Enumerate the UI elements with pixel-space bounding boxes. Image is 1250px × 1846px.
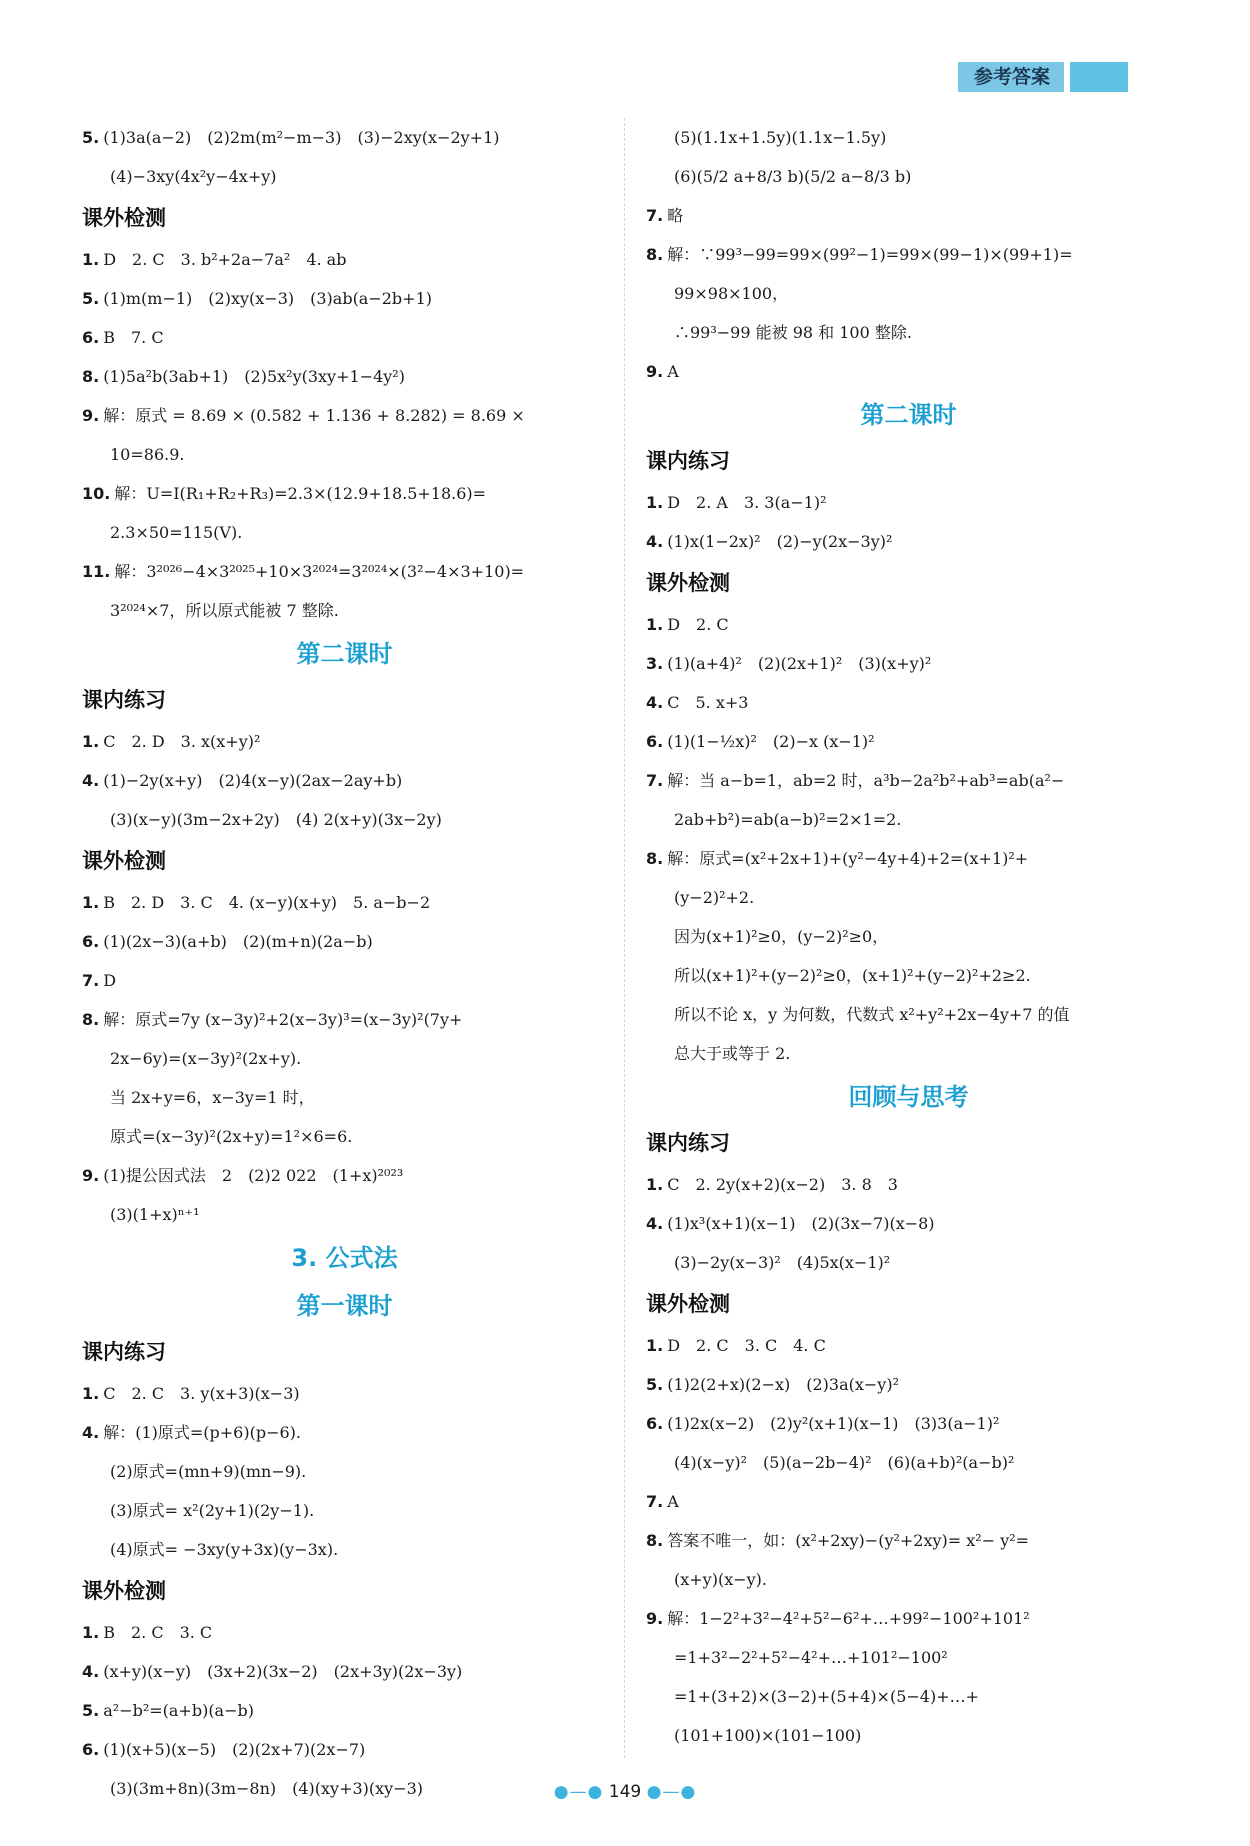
chapter-heading: 第二课时 [860,401,957,429]
question-number: 8. [82,1010,100,1029]
answer-continuation: 99×98×100， [674,284,789,303]
chapter-heading: 第二课时 [296,640,393,668]
question-number: 8. [646,245,664,264]
answer-line [82,961,607,1000]
answer-continuation: 3²⁰²⁴×7，所以原式能被 7 整除. [110,601,339,620]
question-number: 6. [82,932,100,951]
answer-line [82,883,607,922]
question-number: 6. [646,732,664,751]
answer-line [82,279,607,318]
answer-text: A [667,1492,679,1511]
answer-line [82,1652,607,1691]
answer-text: (1)2x(x−2) (2)y²(x+1)(x−1) (3)3(a−1)² [667,1414,1000,1433]
answer-continuation: 当 2x+y=6，x−3y=1 时， [110,1088,315,1107]
question-number: 6. [82,328,100,347]
question-number: 4. [646,693,664,712]
section-heading: 课外检测 [82,206,166,230]
right-column [646,118,1171,1755]
question-number: 4. [646,1214,664,1233]
answer-text: D 2. A 3. 3(a−1)² [667,493,827,512]
answer-text: 答案不唯一，如：(x²+2xy)−(y²+2xy)= x²− y²= [667,1531,1030,1550]
answer-continuation: 所以(x+1)²+(y−2)²≥0，(x+1)²+(y−2)²+2≥2. [674,966,1031,985]
footer-dots-right: ●—● [646,1782,697,1802]
answer-text: 解：(1)原式=(p+6)(p−6). [103,1423,302,1442]
chapter-heading: 3. 公式法 [291,1244,398,1272]
question-number: 6. [82,1740,100,1759]
section-heading: 课内练习 [646,1131,730,1155]
page-footer [0,1782,1250,1802]
answer-text: D 2. C 3. C 4. C [667,1336,826,1355]
answer-line [82,1691,607,1730]
section-heading: 课外检测 [82,849,166,873]
answer-continuation: (x+y)(x−y). [674,1570,767,1589]
answer-text: (1)2(2+x)(2−x) (2)3a(x−y)² [667,1375,900,1394]
answer-text: 解：3²⁰²⁶−4×3²⁰²⁵+10×3²⁰²⁴=3²⁰²⁴×(3²−4×3+10)= [114,562,525,581]
answer-text: (1)3a(a−2) (2)2m(m²−m−3) (3)−2xy(x−2y+1) [103,128,500,147]
chapter-heading: 第一课时 [296,1292,393,1320]
answer-continuation: ∴99³−99 能被 98 和 100 整除. [674,323,912,342]
answer-text: D 2. C [667,615,729,634]
answer-text: (1)提公因式法 2 (2)2 022 (1+x)²⁰²³ [103,1166,404,1185]
answer-text: 略 [667,206,684,225]
question-number: 8. [646,1531,664,1550]
answer-text: 解：∵99³−99=99×(99²−1)=99×(99−1)×(99+1)= [667,245,1073,264]
answer-line [646,1482,1171,1521]
answer-line [646,605,1171,644]
answer-text: C 5. x+3 [667,693,749,712]
answer-line [82,1374,607,1413]
answer-text: D 2. C 3. b²+2a−7a² 4. ab [103,250,347,269]
answer-line [82,722,607,761]
answer-line [82,922,607,961]
answer-continuation: (3)(x−y)(3m−2x+2y) (4) 2(x+y)(3x−2y) [110,810,442,829]
answer-line [82,1730,607,1769]
question-number: 1. [82,1384,100,1403]
answer-text: (1)−2y(x+y) (2)4(x−y)(2ax−2ay+b) [103,771,403,790]
question-number: 1. [82,893,100,912]
answer-text: (1)5a²b(3ab+1) (2)5x²y(3xy+1−4y²) [103,367,405,386]
question-number: 4. [82,1423,100,1442]
answer-line [646,483,1171,522]
answer-line [646,352,1171,391]
question-number: 5. [82,1701,100,1720]
answer-text: (1)x(1−2x)² (2)−y(2x−3y)² [667,532,893,551]
answer-continuation: 所以不论 x，y 为何数，代数式 x²+y²+2x−4y+7 的值 [674,1005,1070,1024]
left-column [82,118,607,1808]
answer-line [82,1000,607,1039]
answer-line [646,839,1171,878]
question-number: 9. [82,1166,100,1185]
answer-continuation: (4)(x−y)² (5)(a−2b−4)² (6)(a+b)²(a−b)² [674,1453,1015,1472]
answer-text: B 7. C [103,328,164,347]
question-number: 4. [82,1662,100,1681]
answer-line [646,761,1171,800]
section-heading: 课外检测 [82,1579,166,1603]
answer-continuation: (4)原式= −3xy(y+3x)(y−3x). [110,1540,339,1559]
answer-line [646,522,1171,561]
answer-line [646,683,1171,722]
question-number: 5. [82,128,100,147]
section-tag-label: 参考答案 [958,62,1064,92]
answer-text: (1)(1−½x)² (2)−x (x−1)² [667,732,875,751]
question-number: 1. [82,1623,100,1642]
answer-continuation: 2x−6y)=(x−3y)²(2x+y). [110,1049,302,1068]
answer-line [82,552,607,591]
question-number: 9. [82,406,100,425]
question-number: 1. [646,615,664,634]
answer-text: C 2. C 3. y(x+3)(x−3) [103,1384,300,1403]
answer-line [646,235,1171,274]
answer-continuation: (101+100)×(101−100) [674,1726,862,1745]
section-heading: 课外检测 [646,1292,730,1316]
question-number: 5. [82,289,100,308]
question-number: 1. [82,250,100,269]
question-number: 6. [646,1414,664,1433]
answer-text: (1)x³(x+1)(x−1) (2)(3x−7)(x−8) [667,1214,935,1233]
question-number: 1. [82,732,100,751]
question-number: 3. [646,654,664,673]
answer-continuation: (6)(5/2 a+8/3 b)(5/2 a−8/3 b) [674,167,912,186]
answer-text: 解：1−2²+3²−4²+5²−6²+…+99²−100²+101² [667,1609,1030,1628]
answer-continuation: (2)原式=(mn+9)(mn−9). [110,1462,307,1481]
answer-continuation: 因为(x+1)²≥0，(y−2)²≥0， [674,927,889,946]
question-number: 1. [646,493,664,512]
answer-continuation: (3)原式= x²(2y+1)(2y−1). [110,1501,315,1520]
answer-text: 解：U=I(R₁+R₂+R₃)=2.3×(12.9+18.5+18.6)= [114,484,487,503]
section-tag [958,62,1128,92]
question-number: 7. [82,971,100,990]
answer-continuation: 2.3×50=115(V). [110,523,243,542]
section-heading: 课内练习 [82,1340,166,1364]
answer-continuation: (y−2)²+2. [674,888,755,907]
answer-continuation: 2ab+b²)=ab(a−b)²=2×1=2. [674,810,902,829]
answer-line [646,1521,1171,1560]
answer-continuation: (3)(3m+8n)(3m−8n) (4)(xy+3)(xy−3) [110,1779,424,1798]
question-number: 10. [82,484,111,503]
answer-line [646,196,1171,235]
answer-text: (1)(2x−3)(a+b) (2)(m+n)(2a−b) [103,932,373,951]
answer-text: D [103,971,117,990]
answer-text: (1)(a+4)² (2)(2x+1)² (3)(x+y)² [667,654,932,673]
answer-line [82,474,607,513]
section-heading: 课内练习 [82,688,166,712]
answer-text: (1)(x+5)(x−5) (2)(2x+7)(2x−7) [103,1740,366,1759]
answer-line [646,644,1171,683]
answer-line [646,1326,1171,1365]
answer-continuation: 10=86.9. [110,445,185,464]
answer-line [82,761,607,800]
question-number: 4. [82,771,100,790]
question-number: 5. [646,1375,664,1394]
answer-line [82,118,607,157]
question-number: 7. [646,1492,664,1511]
answer-line [646,1599,1171,1638]
answer-line [646,1404,1171,1443]
section-heading: 课内练习 [646,449,730,473]
answer-text: A [667,362,679,381]
answer-text: B 2. C 3. C [103,1623,213,1642]
answer-text: B 2. D 3. C 4. (x−y)(x+y) 5. a−b−2 [103,893,431,912]
question-number: 8. [646,849,664,868]
answer-continuation: (4)−3xy(4x²y−4x+y) [110,167,277,186]
question-number: 1. [646,1336,664,1355]
answer-text: 解：原式=(x²+2x+1)+(y²−4y+4)+2=(x+1)²+ [667,849,1029,868]
answer-continuation: (3)(1+x)ⁿ⁺¹ [110,1205,200,1224]
answer-text: C 2. 2y(x+2)(x−2) 3. 8 3 [667,1175,898,1194]
answer-continuation: 总大于或等于 2. [674,1044,791,1063]
question-number: 7. [646,206,664,225]
chapter-heading: 回顾与思考 [848,1083,969,1111]
question-number: 11. [82,562,111,581]
section-heading: 课外检测 [646,571,730,595]
answer-text: (1)m(m−1) (2)xy(x−3) (3)ab(a−2b+1) [103,289,433,308]
question-number: 8. [82,367,100,386]
footer-dots-left: ●—● [553,1782,604,1802]
section-tag-bar [1070,62,1128,92]
answer-continuation: =1+3²−2²+5²−4²+…+101²−100² [674,1648,948,1667]
answer-continuation: 原式=(x−3y)²(2x+y)=1²×6=6. [110,1127,353,1146]
answer-line [82,318,607,357]
question-number: 7. [646,771,664,790]
answer-line [646,1165,1171,1204]
answer-continuation: (5)(1.1x+1.5y)(1.1x−1.5y) [674,128,887,147]
question-number: 9. [646,362,664,381]
answer-line [646,722,1171,761]
answer-continuation: =1+(3+2)×(3−2)+(5+4)×(5−4)+…+ [674,1687,980,1706]
answer-continuation: (3)−2y(x−3)² (4)5x(x−1)² [674,1253,891,1272]
answer-line [646,1204,1171,1243]
answer-line [82,240,607,279]
answer-text: 解：原式=7y (x−3y)²+2(x−3y)³=(x−3y)²(7y+ [103,1010,463,1029]
question-number: 1. [646,1175,664,1194]
answer-text: (x+y)(x−y) (3x+2)(3x−2) (2x+3y)(2x−3y) [103,1662,463,1681]
answer-text: a²−b²=(a+b)(a−b) [103,1701,254,1720]
answer-text: 解：当 a−b=1，ab=2 时，a³b−2a²b²+ab³=ab(a²− [667,771,1065,790]
column-divider [624,118,625,1758]
answer-text: 解：原式 = 8.69 × (0.582 + 1.136 + 8.282) = 8.69 × [103,406,525,425]
answer-line [82,1156,607,1195]
answer-line [82,1613,607,1652]
answer-line [646,1365,1171,1404]
answer-text: C 2. D 3. x(x+y)² [103,732,261,751]
question-number: 4. [646,532,664,551]
page-number: 149 [608,1782,642,1802]
answer-line [82,396,607,435]
answer-line [82,357,607,396]
answer-line [82,1413,607,1452]
question-number: 9. [646,1609,664,1628]
